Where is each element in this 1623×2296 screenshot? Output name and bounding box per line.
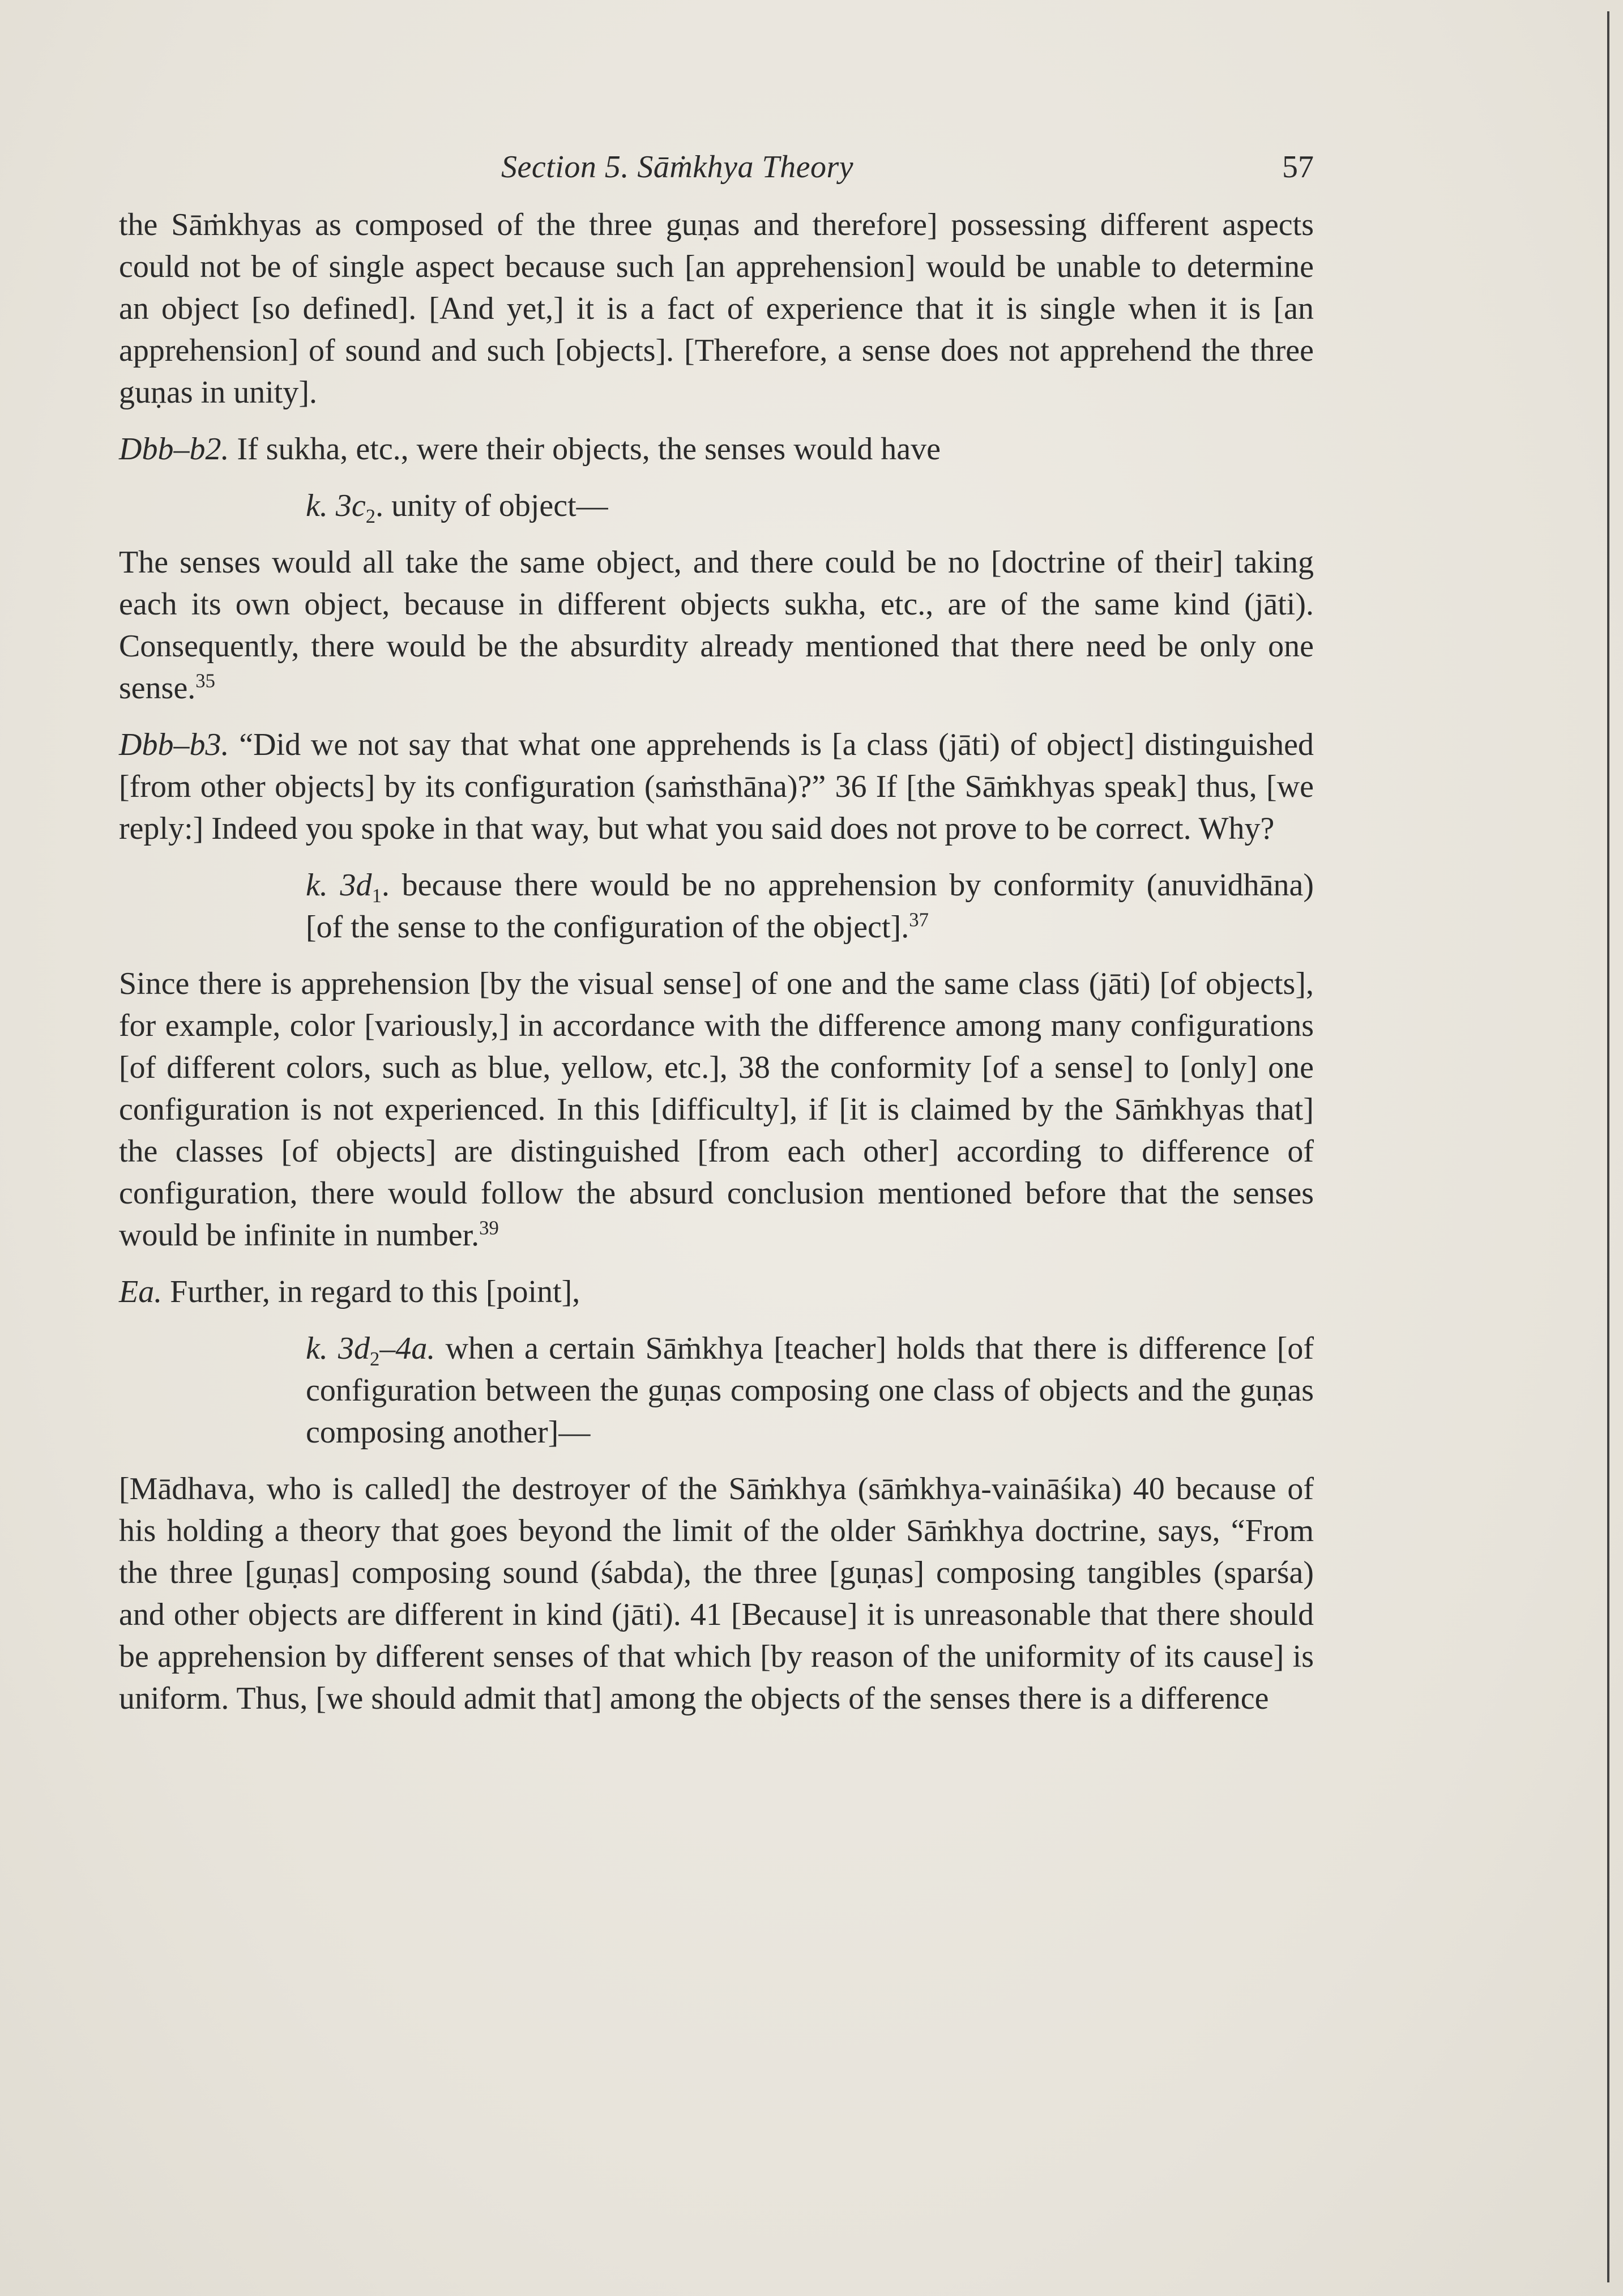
karika-label-tail: –4a. <box>379 1331 435 1366</box>
footnote-ref: 39 <box>479 1217 499 1239</box>
running-head-title: Section 5. Sāṁkhya Theory <box>501 150 854 185</box>
body-text <box>119 204 1314 1734</box>
karika-label: k. 3c <box>306 488 366 523</box>
karika-text: . unity of object— <box>375 488 608 523</box>
page-edge-line <box>1607 11 1609 2282</box>
section-label: Dbb–b3. <box>119 727 229 762</box>
paragraph-text: The senses would all take the same object, and there could be no [doctrine of their] taking each its own object, because in different objects sukha, etc., are of the same kind (jāti). Consequently, there would be the absurdity already mentioned that there need be only one sense. <box>119 545 1314 706</box>
section-label: Dbb–b2. <box>119 432 229 467</box>
karika-subscript: 1 <box>371 885 382 907</box>
footnote-ref: 35 <box>195 669 216 692</box>
paragraph-text: [Mādhava, who is called] the destroyer of the Sāṁkhya (sāṁkhya-vaināśika) 40 because of his holding a theory that goes beyond the limit of the older Sāṁkhya doctrine, says, “From the three [guṇas] composing sound (śabda), the three [guṇas] composing tangibles (sparśa) and other objects are different in kind (jāti). 41 [Because] it is unreasonable that there should be apprehension by different senses of that which [by reason of the uniformity of its cause] is uniform. Thus, [we should admit that] among the objects of the senses there is a difference <box>119 1471 1314 1716</box>
karika-text: . because there would be no apprehension by conformity (anuvidhāna) [of the sense to the configuration of the object]. <box>306 868 1314 945</box>
paragraph-text: the Sāṁkhyas as composed of the three guṇas and therefore] possessing different aspects could not be of single aspect because such [an apprehension] would be unable to determine an object [so defined]. [And yet,] it is a fact of experience that it is single when it is [an apprehension] of sound and such [objects]. [Therefore, a sense does not apprehend the three guṇas in unity]. <box>119 207 1314 410</box>
karika-label: k. 3d <box>306 1331 370 1366</box>
karika-label: k. 3d <box>306 868 372 903</box>
karika-text: when a certain Sāṁkhya [teacher] holds that there is difference [of configuration between the guṇas composing one class of objects and the guṇas composing another]— <box>306 1331 1314 1450</box>
paragraph-text: If sukha, etc., were their objects, the senses would have <box>229 432 941 467</box>
paragraph-madhava <box>119 1468 1314 1719</box>
karika-subscript: 2 <box>370 1348 380 1371</box>
paragraph-text: “Did we not say that what one apprehends is [a class (jāti) of object] distinguished [from other objects] by its configuration (saṁsthāna)?” 36 If [the Sāṁkhyas speak] thus, [we reply:] Indeed you spoke in that way, but what you said does not prove to be correct. Why? <box>119 727 1314 846</box>
karika-subscript: 2 <box>365 505 376 528</box>
footnote-ref: 37 <box>909 908 929 931</box>
paragraph-3 <box>119 541 1314 709</box>
paragraph-dbb-b3 <box>119 724 1314 850</box>
karika-3c2 <box>306 485 1314 527</box>
paragraph-6 <box>119 963 1314 1256</box>
page-number: 57 <box>1282 150 1314 185</box>
running-head <box>130 144 1314 190</box>
paragraph-ea <box>119 1271 1314 1313</box>
paragraph-text: Further, in regard to this [point], <box>162 1274 580 1309</box>
karika-3d1 <box>306 864 1314 948</box>
paragraph-text: Since there is apprehension [by the visual sense] of one and the same class (jāti) [of objects], for example, color [variously,] in accordance with the difference among many configurations [of different colors, such as blue, yellow, etc.], 38 the conformity [of a sense] to [only] one configuration is not experienced. In this [difficulty], if [it is claimed by the Sāṁkhyas that] the classes [of objects] are distinguished [from each other] according to difference of configuration, there would follow the absurd conclusion mentioned before that the senses would be infinite in number. <box>119 966 1314 1253</box>
paragraph-dbb-b2 <box>119 428 1314 470</box>
paragraph-1 <box>119 204 1314 413</box>
karika-3d2-4a <box>306 1328 1314 1453</box>
section-label: Ea. <box>119 1274 163 1309</box>
